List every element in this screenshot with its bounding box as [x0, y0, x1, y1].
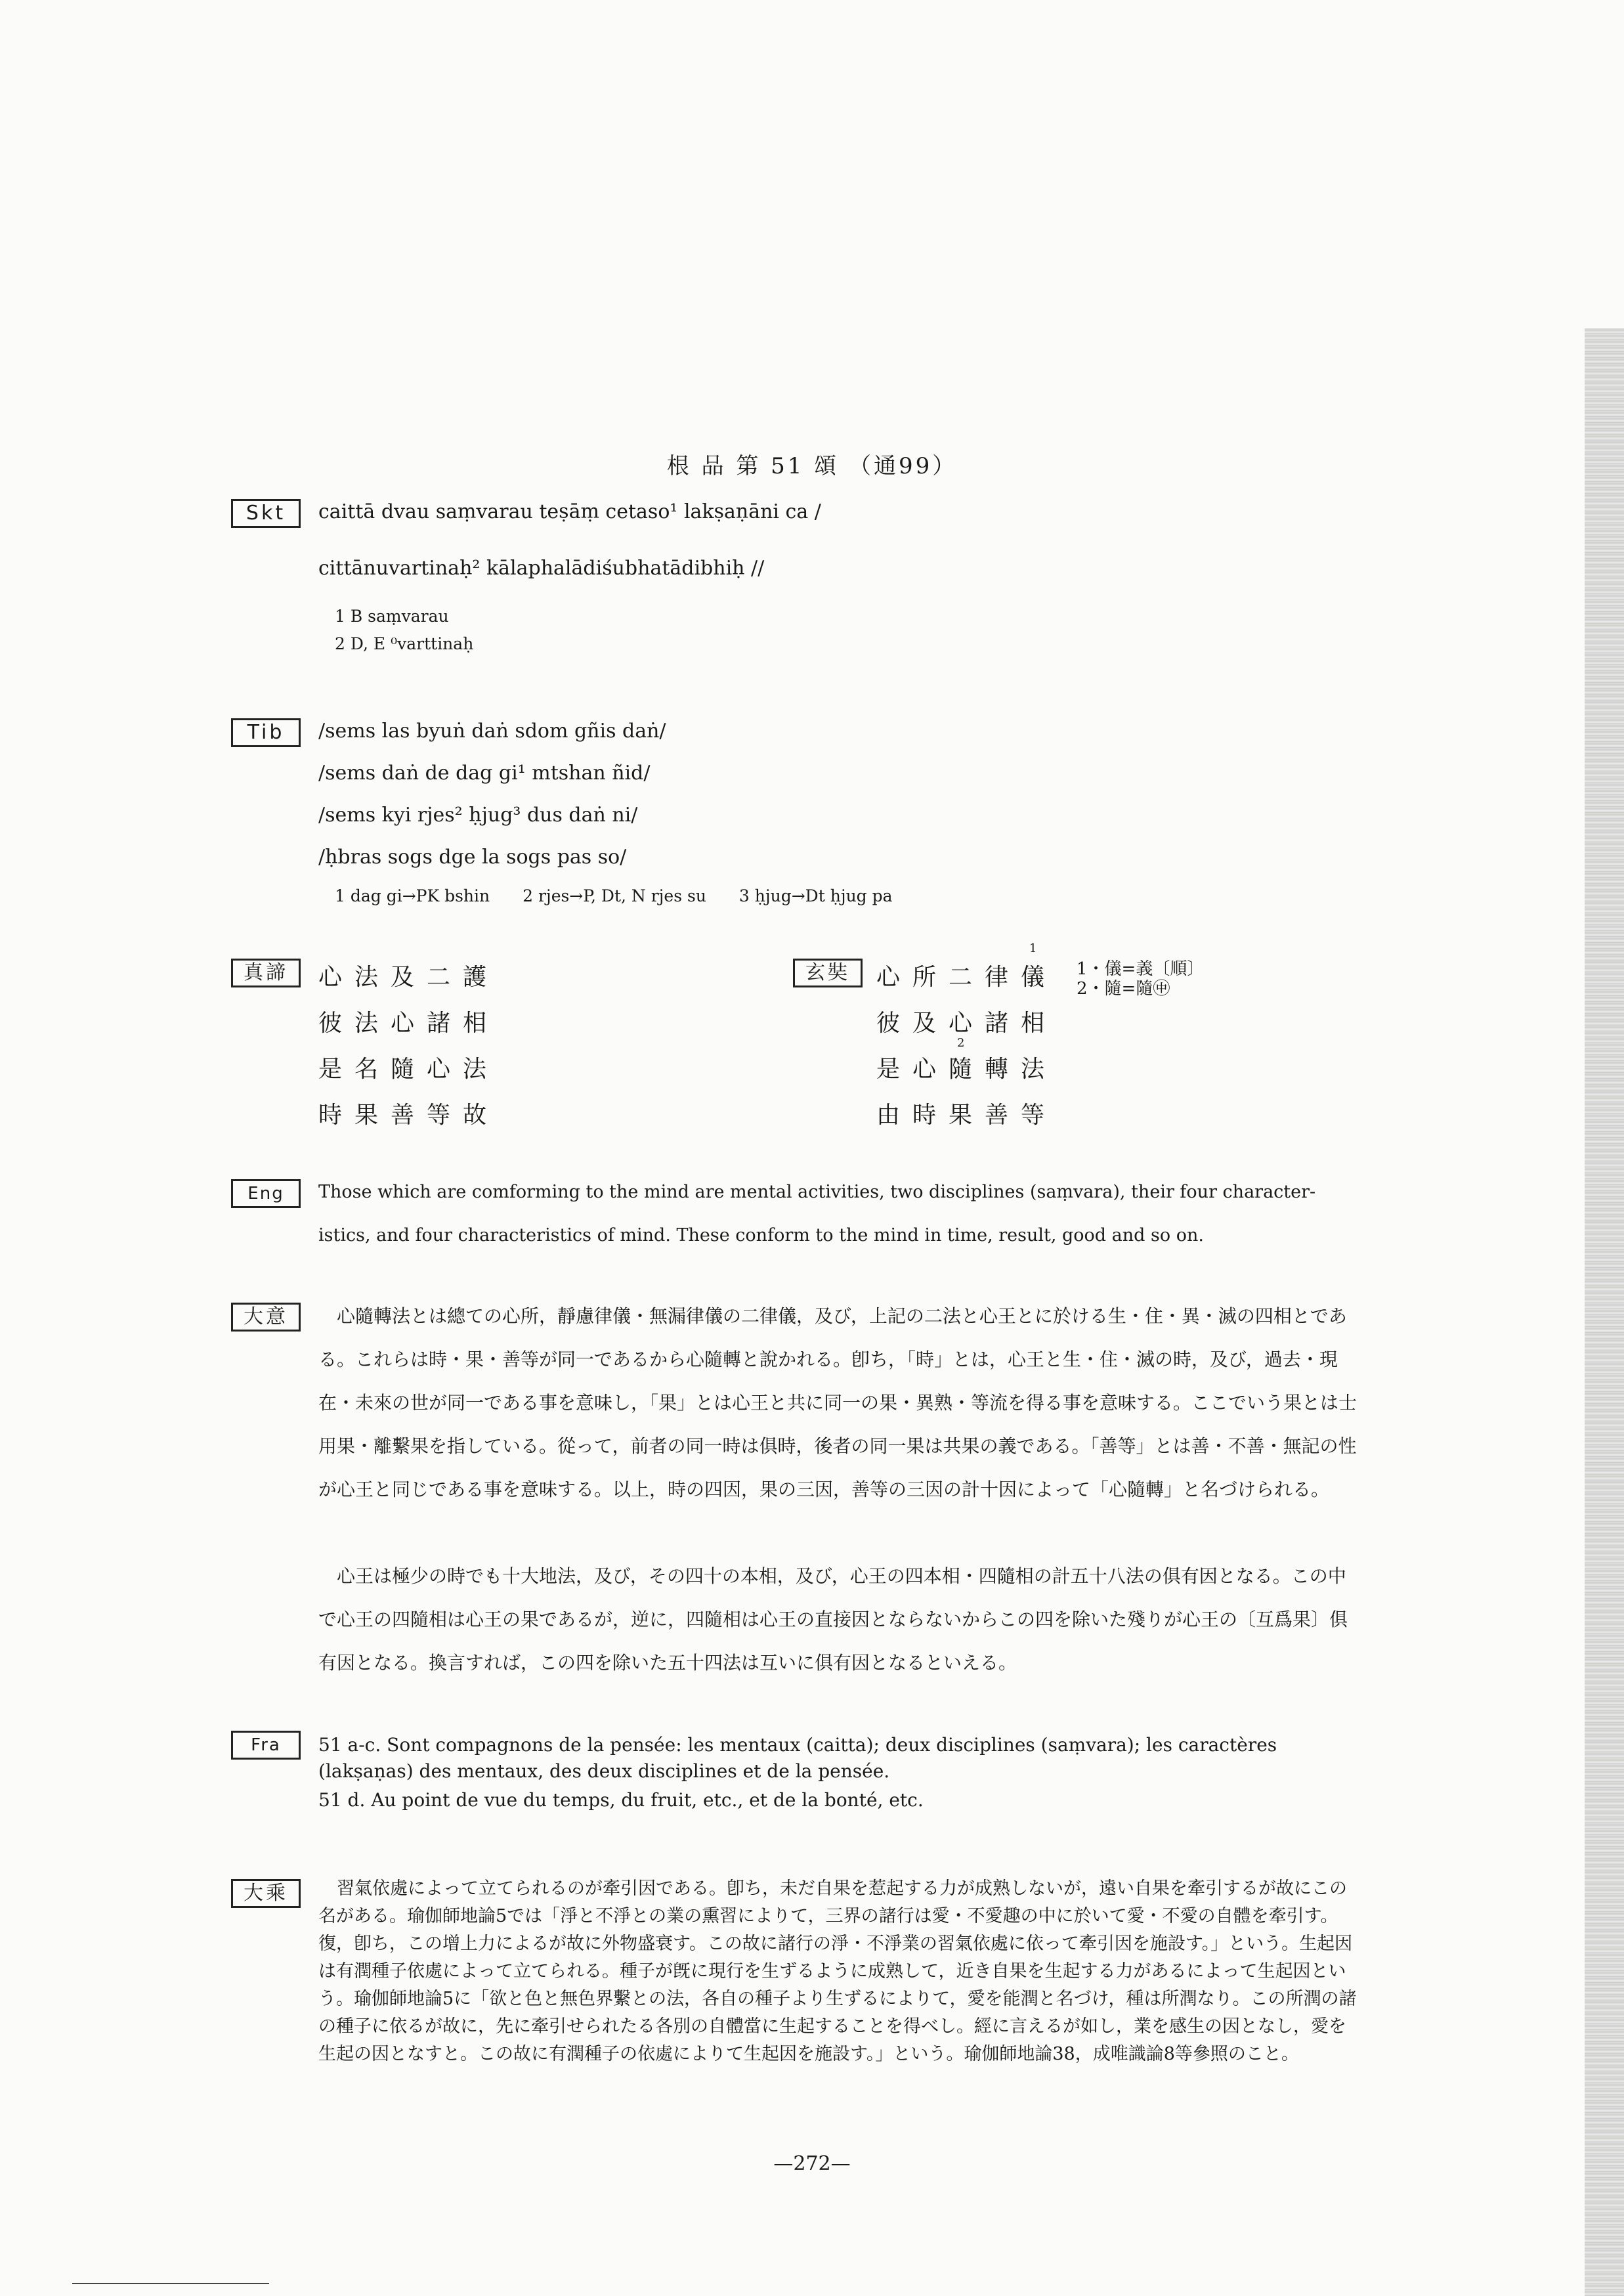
shindai-verse-line-2: 彼法心諸相 — [318, 1010, 500, 1037]
taii-paragraph-1: 心隨轉法とは總ての心所，靜慮律儀・無漏律儀の二律儀，及び，上記の二法と心王とに於ける生・住・異・滅の四相とである。これらは時・果・善等が同一であるから心隨轉と說かれる。卽ち，「時」とは，心王と生・住・滅の時，及び，過去・現在・未來の世が同一である事を意味し，「果」とは心王と共に同一の果・異熟・等流を得る事を意味する。ここでいう果とは士用果・離繫果を指している。從って，前者の同一時は俱時，後者の同一果は共果の義である。「善等」とは善・不善・無記の性が心王と同じである事を意味する。以上，時の四因，果の三因，善等の三因の計十因によって「心隨轉」と名づけられる。 — [318, 1305, 1357, 1500]
page-number: —272— — [773, 2152, 851, 2175]
genjo-verse-line-1: 心所二律儀 — [876, 964, 1058, 991]
fra-line-3: 51 d. Au point de vue du temps, du fruit, etc., et de la bonté, etc. — [318, 1789, 924, 1811]
shindai-label: 真諦 — [231, 959, 301, 987]
eng-line-1: Those which are comforming to the mind are mental activities, two disciplines (saṃvara), their four character- — [318, 1182, 1316, 1202]
skt-verse-line-2: cittānuvartinaḥ² kālaphalādiśubhatādibhiḥ // — [318, 557, 765, 580]
taii-label: 大意 — [231, 1303, 301, 1332]
tib-label: Tib — [231, 718, 301, 747]
scan-edge-shadow — [1585, 328, 1624, 2296]
genjo-label: 玄奘 — [793, 959, 863, 987]
tib-verse-line-4: /ḥbras sogs dge la sogs pas so/ — [318, 846, 627, 869]
eng-label: Eng — [231, 1179, 301, 1208]
fra-line-2: (lakṣaṇas) des mentaux, des deux disciplines et de la pensée. — [318, 1760, 890, 1782]
fra-label: Fra — [231, 1731, 301, 1760]
fra-line-1: 51 a-c. Sont compagnons de la pensée: les mentaux (caitta); deux disciplines (saṃvara); les caractères — [318, 1734, 1277, 1756]
shindai-verse-line-1: 心法及二護 — [318, 964, 500, 991]
tib-verse-line-3: /sems kyi rjes² ḥjug³ dus daṅ ni/ — [318, 804, 638, 827]
daijo-paragraph: 習氣依處によって立てられるのが牽引因である。卽ち，未だ自果を惹起する力が成熟しないが，遠い自果を牽引するが故にこの名がある。瑜伽師地論5では「淨と不淨との業の熏習によりて，三界の諸行は愛・不愛趣の中に於いて愛・不愛の自體を牽引す。復，卽ち，この增上力によるが故に外物盛衰す。この故に諸行の淨・不淨業の習氣依處に依って牽引因を施設す。」という。生起因は有潤種子依處によって立てられる。種子が旣に現行を生ずるように成熟して，近き自果を生起する力があるによって生起因という。瑜伽師地論5に「欲と色と無色界繫との法，各自の種子より生ずるによりて，愛を能潤と名づけ，種は所潤なり。この所潤の諸の種子に依るが故に，先に牽引せられたる各別の自體當に生起することを得べし。經に言えるが如し，業を感生の因となし，愛を生起の因となすと。この故に有潤種子の依處によりて生起因を施設す。」という。瑜伽師地論38，成唯識論8等參照のこと。 — [318, 1878, 1357, 2064]
taii-paragraph-2: 心王は極少の時でも十大地法，及び，その四十の本相，及び，心王の四本相・四隨相の計五十八法の俱有因となる。この中で心王の四隨相は心王の果であるが，逆に，四隨相は心王の直接因とならないからこの四を除いた殘りが心王の〔互爲果〕俱有因となる。換言すれば，この四を除いた五十四法は互いに俱有因となるといえる。 — [318, 1565, 1348, 1674]
eng-line-2: istics, and four characteristics of mind. These conform to the mind in time, result, good and so on. — [318, 1225, 1204, 1245]
skt-label: Skt — [231, 499, 301, 528]
genjo-verse-line-4: 由時果善等 — [876, 1102, 1058, 1129]
skt-verse-line-1: caittā dvau saṃvarau teṣāṃ cetaso¹ lakṣaṇāni ca / — [318, 500, 821, 523]
bottom-rule — [72, 2283, 269, 2284]
genjo-superscript-2: 2 — [957, 1036, 965, 1050]
genjo-verse-line-2: 彼及心諸相 — [876, 1010, 1058, 1037]
genjo-note-1: 1・儀=義〔順〕 — [1077, 959, 1205, 979]
genjo-verse-line-3: 是心隨轉法 — [876, 1056, 1058, 1083]
skt-note-2: 2 D, E ⁰varttinaḥ — [335, 634, 474, 653]
genjo-superscript-1: 1 — [1029, 942, 1037, 955]
shindai-verse-line-4: 時果善等故 — [318, 1102, 500, 1129]
tib-verse-line-2: /sems daṅ de dag gi¹ mtshan ñid/ — [318, 762, 651, 785]
tib-notes: 1 dag gi→PK bshin 2 rjes→P, Dt, N rjes su 3 ḥjug→Dt ḥjug pa — [335, 886, 893, 905]
tib-verse-line-1: /sems las byuṅ daṅ sdom gñis daṅ/ — [318, 720, 666, 743]
skt-note-1: 1 B saṃvarau — [335, 607, 449, 626]
daijo-label: 大乘 — [231, 1879, 301, 1908]
genjo-note-2: 2・隨=隨㊥ — [1077, 979, 1170, 999]
shindai-verse-line-3: 是名隨心法 — [318, 1056, 500, 1083]
page-title: 根 品 第 51 頌 （通99） — [666, 453, 958, 479]
